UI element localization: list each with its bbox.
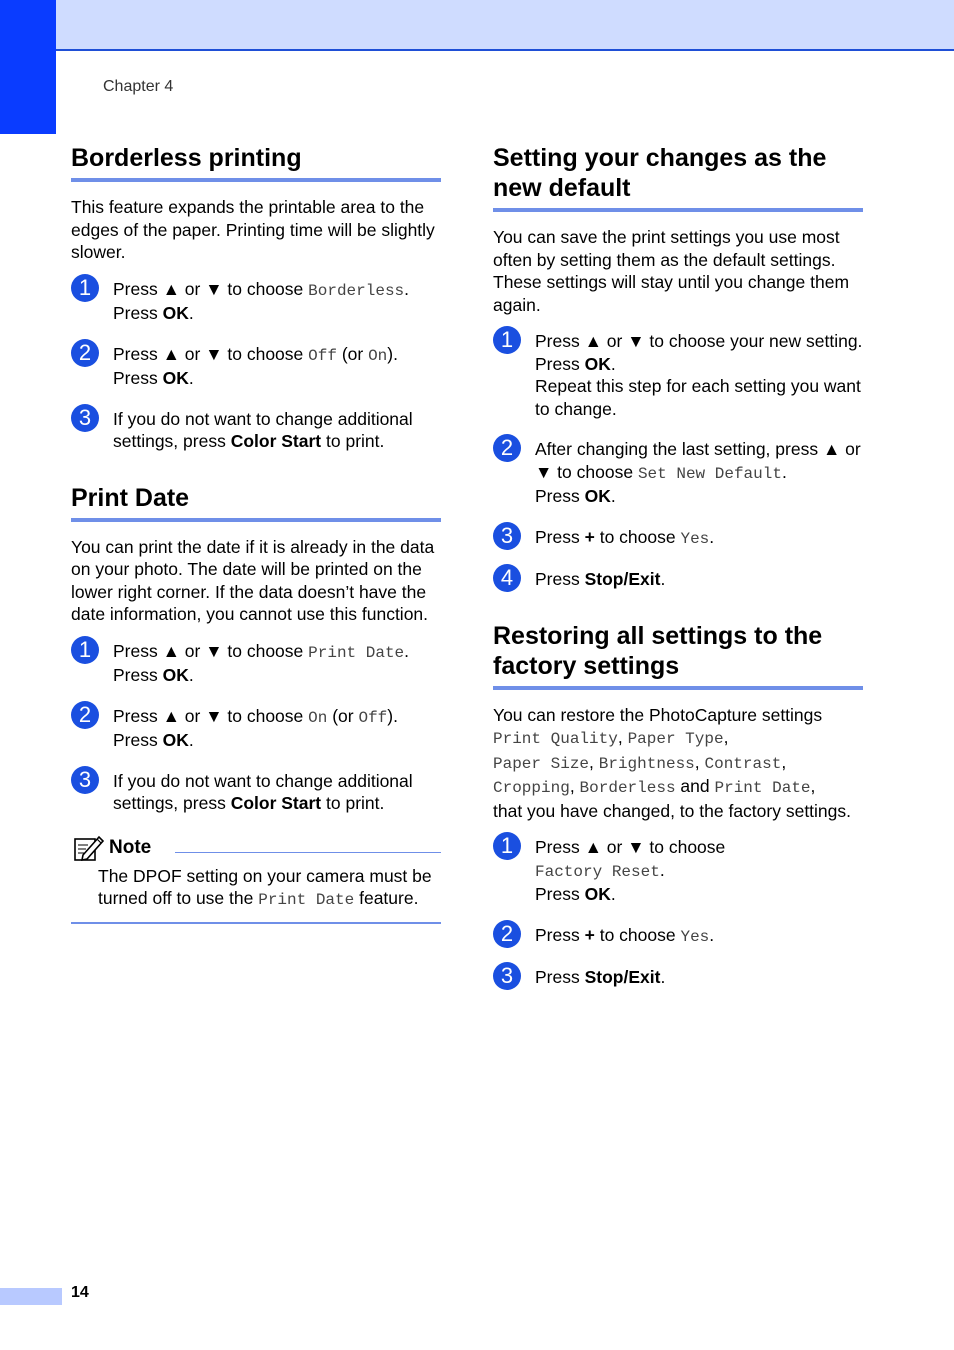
step — [493, 327, 863, 420]
button-name: Stop/Exit — [584, 967, 661, 987]
step-text: Press — [535, 526, 585, 547]
menu-option: On — [308, 708, 328, 727]
step-number: 1 — [71, 274, 99, 302]
step-text: . — [709, 924, 715, 945]
step-number: 2 — [493, 920, 521, 948]
header-band — [0, 0, 954, 51]
step-text: Press — [535, 486, 585, 506]
step-text: Press — [535, 569, 585, 589]
step-text: Press ▲ or ▼ to choose your new setting. — [535, 331, 863, 351]
step-text: If you do not want to change additional settings, press — [113, 408, 413, 451]
note-text-part: The DPOF setting on your camera must be turned off to use the — [98, 865, 432, 908]
step-text: . — [659, 859, 665, 880]
step-number: 2 — [493, 434, 521, 462]
button-name: Stop/Exit — [584, 569, 661, 589]
section-title-new-default — [493, 143, 863, 212]
menu-option: On — [368, 346, 388, 365]
step — [71, 404, 441, 453]
step-text: . — [610, 353, 616, 374]
step-text: ). — [387, 343, 398, 364]
menu-option: Print Date — [258, 891, 355, 909]
button-name: OK — [162, 368, 189, 388]
step-text: to choose — [594, 924, 681, 945]
page-number-bar — [0, 1288, 62, 1305]
menu-option: Print Quality — [493, 730, 618, 748]
intro-text: that you have changed, to the factory settings. — [493, 800, 852, 821]
menu-option: Paper Size — [493, 754, 590, 773]
separator: , — [694, 751, 705, 772]
step-text: Press ▲ or ▼ to choose — [113, 343, 309, 364]
menu-option: Off — [308, 346, 337, 365]
button-name: Color Start — [230, 431, 322, 451]
step-text: . — [610, 884, 616, 904]
step — [71, 339, 441, 390]
step-text: . — [660, 967, 666, 987]
chapter-tab — [0, 0, 56, 134]
separator: , — [617, 727, 628, 747]
step-text: Press — [535, 884, 585, 904]
section-title-print-date: Print Date — [71, 483, 441, 522]
step-text: . — [404, 278, 410, 299]
step-number: 3 — [71, 766, 99, 794]
intro-text: You can restore the PhotoCapture settings — [493, 704, 823, 725]
button-name: OK — [584, 486, 611, 506]
button-name: OK — [162, 303, 189, 323]
step-number: 3 — [71, 404, 99, 432]
step-text: Press ▲ or ▼ to choose — [113, 705, 309, 726]
step — [71, 766, 441, 815]
menu-option: Cropping — [493, 779, 570, 797]
menu-option: Print Date — [308, 643, 405, 662]
step — [493, 435, 863, 508]
step-text: to print. — [321, 793, 385, 813]
section-intro: This feature expands the printable area to the edges of the paper. Printing time will be slightly slower. — [71, 197, 435, 262]
section-title-restore — [493, 621, 863, 690]
step-text: . — [709, 526, 715, 547]
note-text-part: feature. — [354, 888, 419, 908]
title-line: factory settings — [493, 651, 680, 680]
step-text: Press — [535, 353, 585, 374]
note-box — [71, 833, 441, 924]
step-text: . — [610, 486, 616, 506]
step-number: 1 — [493, 832, 521, 860]
note-title: Note — [109, 836, 152, 858]
button-name: + — [584, 924, 595, 945]
note-pencil-icon — [73, 834, 105, 862]
title-line: Restoring all settings to the — [493, 621, 823, 650]
button-name: OK — [584, 353, 611, 374]
step — [71, 636, 441, 687]
step-text: to print. — [321, 431, 385, 451]
separator: and — [675, 776, 715, 796]
step — [71, 274, 441, 325]
step-text: . — [188, 303, 194, 323]
step-text: (or — [336, 343, 369, 364]
step-text: . — [660, 569, 666, 589]
step-text: Press — [535, 967, 585, 987]
step-text: . — [188, 368, 194, 388]
step — [493, 963, 863, 989]
step-text: (or — [327, 705, 359, 726]
separator: , — [781, 751, 787, 772]
step — [71, 701, 441, 752]
step — [493, 522, 863, 551]
button-name: + — [584, 526, 595, 547]
step-text: If you do not want to change additional settings, press — [113, 770, 413, 813]
step-number: 3 — [493, 522, 521, 550]
section-intro: You can save the print settings you use most often by setting them as the default settings. These settings will stay until you change them again. — [493, 227, 850, 315]
chapter-label: Chapter 4 — [103, 78, 174, 95]
note-divider — [175, 852, 441, 853]
step-text: ). — [387, 705, 398, 726]
step-number: 3 — [493, 962, 521, 990]
step-text: Press — [113, 730, 163, 750]
step — [493, 920, 863, 949]
step-text: Press — [113, 303, 163, 323]
button-name: OK — [584, 884, 611, 904]
menu-option: Borderless — [579, 779, 676, 797]
right-column — [493, 143, 863, 1007]
step-text: Press ▲ or ▼ to choose — [113, 278, 309, 299]
note-text — [98, 865, 441, 912]
title-line: Setting your changes as the — [493, 144, 827, 172]
step-text: Press — [535, 924, 585, 945]
step-text: Press — [113, 665, 163, 685]
section-title-borderless: Borderless printing — [71, 143, 441, 182]
menu-option: Off — [358, 708, 388, 727]
step-text: . — [404, 640, 410, 661]
menu-option: Set New Default — [637, 464, 782, 483]
step-number: 1 — [71, 636, 99, 664]
separator: , — [723, 727, 729, 747]
step-text: After changing the last setting, press ▲ or ▼ to choose — [535, 439, 861, 482]
menu-option: Print Date — [714, 779, 811, 797]
step-number: 1 — [493, 326, 521, 354]
step — [493, 565, 863, 591]
menu-option: Yes — [680, 529, 710, 548]
section-intro: You can print the date if it is already in the data on your photo. The date will be printed on the lower right corner. If the data doesn’t have the date information, you cannot use this function. — [71, 536, 435, 624]
menu-option: Borderless — [308, 281, 405, 300]
separator: , — [589, 751, 599, 772]
separator: , — [810, 776, 816, 796]
page-number: 14 — [71, 1284, 89, 1301]
step-text: Press ▲ or ▼ to choose — [535, 837, 726, 857]
menu-option: Factory Reset — [535, 862, 660, 881]
menu-option: Contrast — [704, 754, 782, 773]
step-text: . — [188, 730, 194, 750]
title-line: new default — [493, 174, 631, 202]
menu-option: Paper Type — [627, 730, 724, 748]
step-text: Press ▲ or ▼ to choose — [113, 640, 309, 661]
step-number: 2 — [71, 339, 99, 367]
menu-option: Brightness — [598, 754, 695, 773]
button-name: Color Start — [230, 793, 322, 813]
step-text: to choose — [594, 526, 681, 547]
section-intro — [493, 704, 863, 823]
left-column — [71, 143, 441, 924]
button-name: OK — [162, 665, 189, 685]
step-text: Press — [113, 368, 163, 388]
menu-option: Yes — [680, 927, 710, 946]
separator: , — [569, 776, 580, 796]
button-name: OK — [162, 730, 189, 750]
step — [493, 833, 863, 906]
step-number: 4 — [493, 564, 521, 592]
step-text: . — [188, 665, 194, 685]
step-text: . — [781, 461, 787, 482]
step-text: Repeat this step for each setting you want to change. — [535, 376, 861, 419]
step-number: 2 — [71, 701, 99, 729]
